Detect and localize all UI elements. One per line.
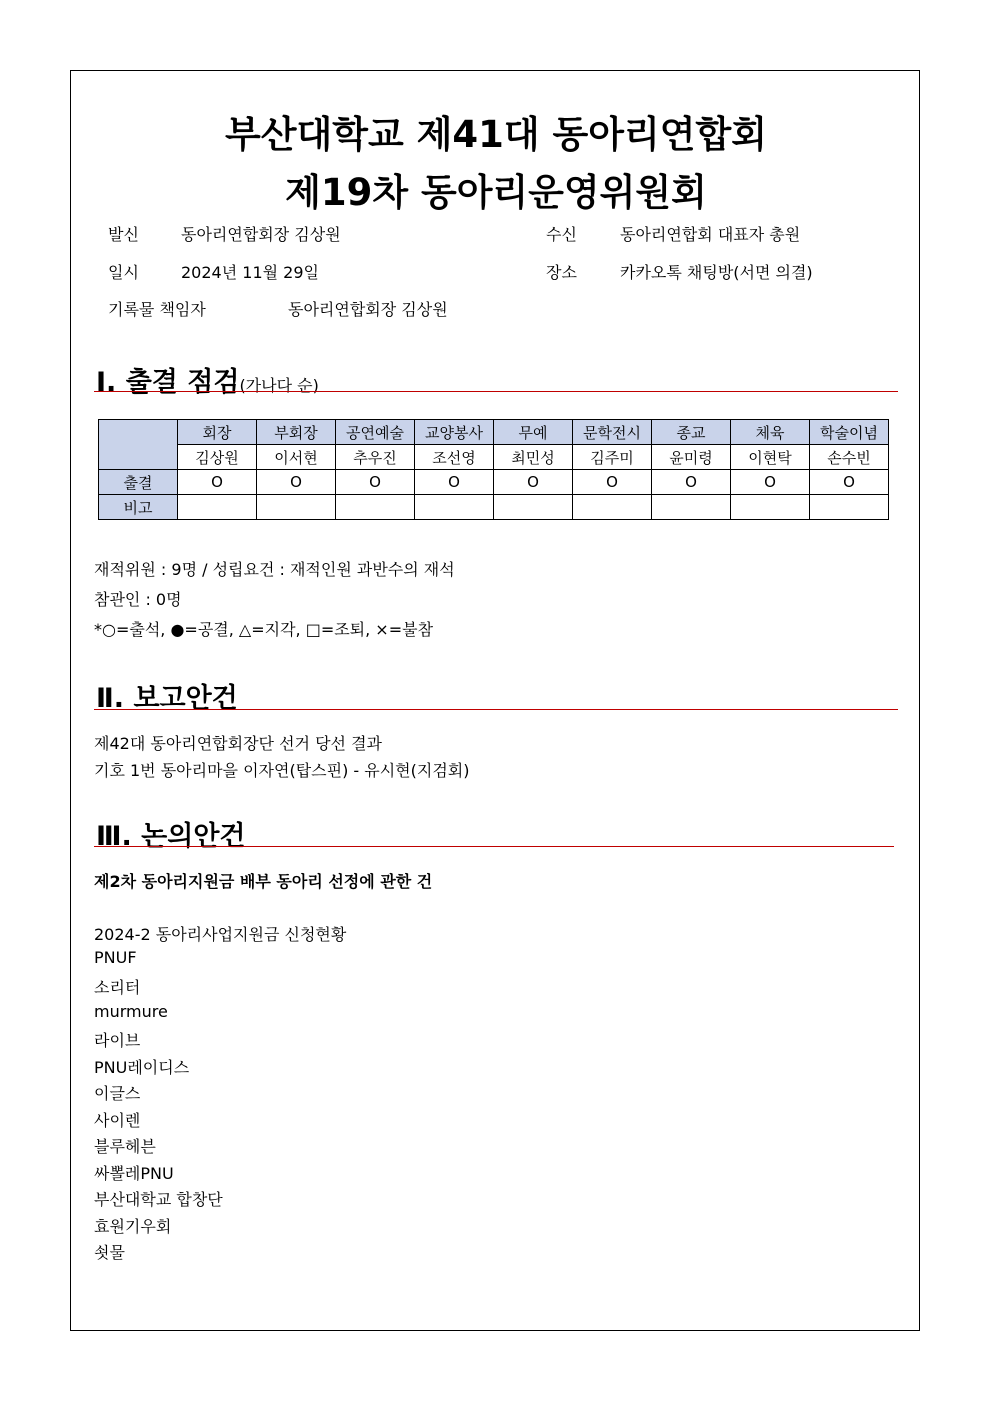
name-cell: 이서현 <box>257 445 336 470</box>
note-row-label: 비고 <box>99 495 178 520</box>
attendance-cell: O <box>415 470 494 495</box>
club-list-item: 부산대학교 합창단 <box>94 1190 223 1209</box>
attendance-row-label: 출결 <box>99 470 178 495</box>
note-cell <box>731 495 810 520</box>
club-list-item: 싸뽈레PNU <box>94 1164 174 1183</box>
attendance-table <box>98 419 889 520</box>
note-cell <box>257 495 336 520</box>
attendance-cell: O <box>257 470 336 495</box>
club-list-item: 라이브 <box>94 1031 141 1050</box>
role-cell: 교양봉사 <box>415 420 494 445</box>
application-list-title: 2024-2 동아리사업지원금 신청현황 <box>94 925 347 944</box>
section2-rule <box>94 709 898 710</box>
date-label: 일시 <box>108 263 139 282</box>
table-corner-cell <box>99 420 178 470</box>
club-list-item: 쇳물 <box>94 1243 125 1262</box>
note-cell <box>810 495 889 520</box>
name-cell: 김주미 <box>573 445 652 470</box>
document-title-line2: 제19차 동아리운영위원회 <box>285 171 707 214</box>
note-cell <box>178 495 257 520</box>
attendance-cell: O <box>336 470 415 495</box>
role-cell: 부회장 <box>257 420 336 445</box>
note-cell <box>652 495 731 520</box>
report-line: 제42대 동아리연합회장단 선거 당선 결과 <box>94 734 382 753</box>
table-row-note <box>99 495 889 520</box>
club-list-item: 효원기우회 <box>94 1217 172 1236</box>
note-cell <box>573 495 652 520</box>
attendance-cell: O <box>573 470 652 495</box>
role-cell: 문학전시 <box>573 420 652 445</box>
note-cell <box>494 495 573 520</box>
place-value: 카카오톡 채팅방(서면 의결) <box>620 263 813 282</box>
receiver-label: 수신 <box>546 225 577 244</box>
role-cell: 무예 <box>494 420 573 445</box>
name-cell: 손수빈 <box>810 445 889 470</box>
note-cell <box>415 495 494 520</box>
table-row-attendance <box>99 470 889 495</box>
name-cell: 윤미령 <box>652 445 731 470</box>
role-cell: 공연예술 <box>336 420 415 445</box>
receiver-value: 동아리연합회 대표자 총원 <box>620 225 801 244</box>
document-title-line1: 부산대학교 제41대 동아리연합회 <box>225 113 767 156</box>
name-cell: 최민성 <box>494 445 573 470</box>
section1-heading <box>96 360 319 399</box>
date-value: 2024년 11월 29일 <box>181 263 319 282</box>
club-list-item: 블루헤븐 <box>94 1137 156 1156</box>
club-list-item: 이글스 <box>94 1084 141 1103</box>
quorum-text: 재적위원 : 9명 / 성립요건 : 재적인원 과반수의 재석 <box>94 560 455 579</box>
section1-heading-text: Ⅰ. 출결 점검 <box>96 367 240 398</box>
attendance-legend: *○=출석, ●=공결, △=지각, □=조퇴, ×=불참 <box>94 620 434 639</box>
section1-heading-sub: (가나다 순) <box>239 376 319 395</box>
attendance-cell: O <box>494 470 573 495</box>
section1-rule <box>94 391 898 392</box>
agenda-title: 제2차 동아리지원금 배부 동아리 선정에 관한 건 <box>94 872 433 891</box>
observers-text: 참관인 : 0명 <box>94 590 182 609</box>
role-cell: 체육 <box>731 420 810 445</box>
name-cell: 김상원 <box>178 445 257 470</box>
sender-label: 발신 <box>108 225 139 244</box>
section3-heading: Ⅲ. 논의안건 <box>96 821 246 852</box>
role-cell: 학술이념 <box>810 420 889 445</box>
recorder-label: 기록물 책임자 <box>108 300 206 319</box>
club-list-item: 소리터 <box>94 978 141 997</box>
name-cell: 추우진 <box>336 445 415 470</box>
role-cell: 종교 <box>652 420 731 445</box>
place-label: 장소 <box>546 263 577 282</box>
attendance-cell: O <box>178 470 257 495</box>
table-row-names <box>99 445 889 470</box>
sender-value: 동아리연합회장 김상원 <box>181 225 341 244</box>
name-cell: 이현탁 <box>731 445 810 470</box>
recorder-value: 동아리연합회장 김상원 <box>288 300 448 319</box>
attendance-cell: O <box>652 470 731 495</box>
club-list-item: PNU레이디스 <box>94 1058 190 1077</box>
club-list-item: 사이렌 <box>94 1111 141 1130</box>
report-line: 기호 1번 동아리마을 이자연(탑스핀) - 유시현(지검회) <box>94 761 470 780</box>
note-cell <box>336 495 415 520</box>
section2-heading: Ⅱ. 보고안건 <box>96 683 238 714</box>
club-list-item: PNUF <box>94 948 137 967</box>
attendance-cell: O <box>731 470 810 495</box>
name-cell: 조선영 <box>415 445 494 470</box>
table-row-roles <box>99 420 889 445</box>
attendance-cell: O <box>810 470 889 495</box>
club-list-item: murmure <box>94 1002 168 1021</box>
role-cell: 회장 <box>178 420 257 445</box>
section3-rule <box>94 846 894 847</box>
